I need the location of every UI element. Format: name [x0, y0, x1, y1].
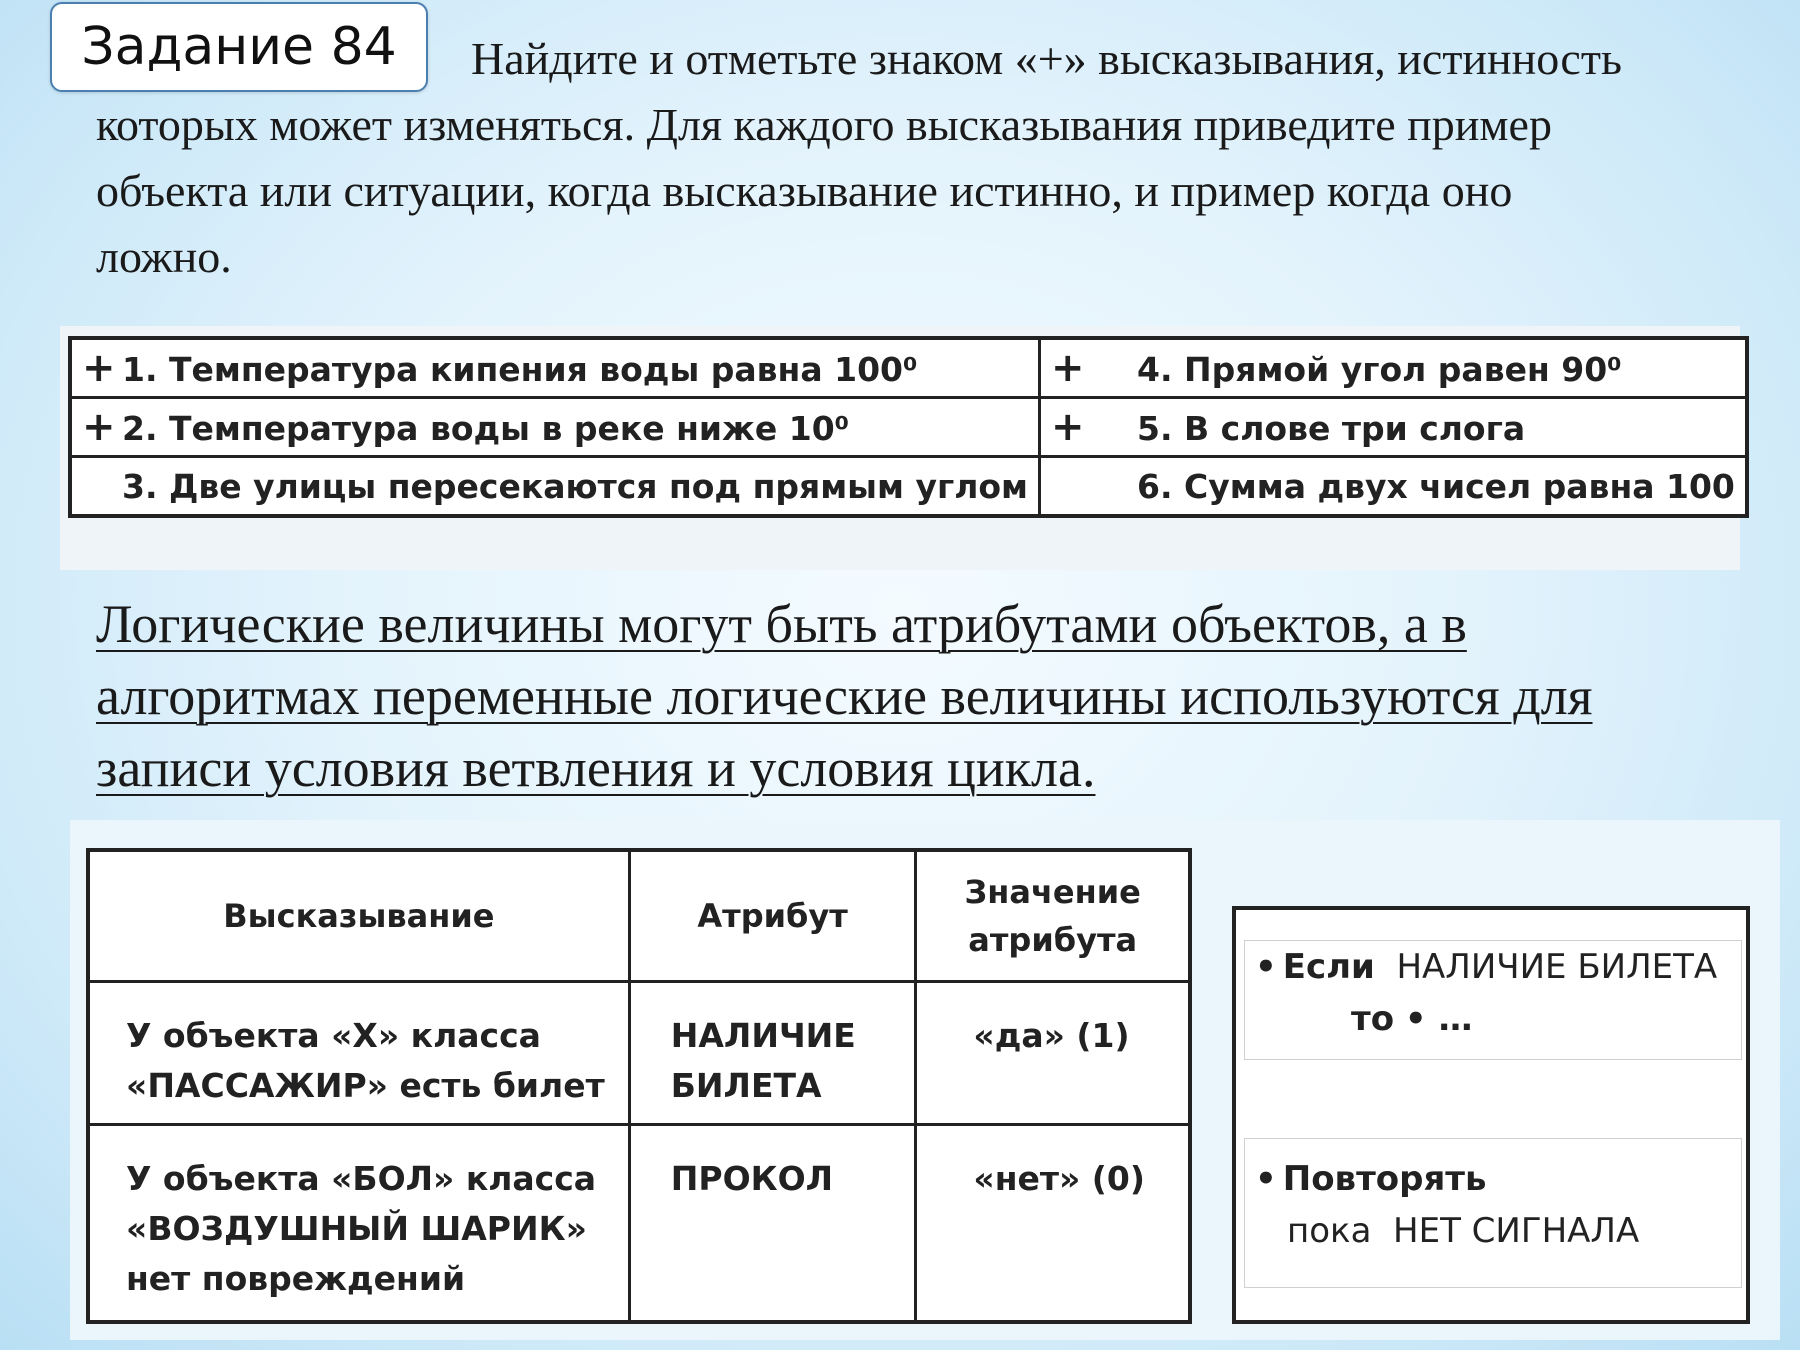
attribute-line: НАЛИЧИЕ [670, 1016, 856, 1055]
then-keyword: то [1351, 999, 1395, 1039]
statement-text: 1. Температура кипения воды равна 100⁰ [122, 350, 918, 389]
table-row [88, 982, 1190, 1125]
attributes-table [86, 848, 1192, 1324]
value-cell: «нет» (0) [916, 1124, 1190, 1322]
header-attribute: Атрибут [629, 850, 916, 982]
plus-mark: + [82, 345, 116, 391]
statements-table [68, 336, 1749, 518]
statement-line: нет повреждений [126, 1258, 466, 1298]
table-row [70, 457, 1747, 517]
statement-cell [1040, 398, 1747, 457]
while-keyword: пока [1287, 1211, 1372, 1251]
table-row [70, 338, 1747, 398]
bullet: • [1255, 1159, 1277, 1199]
statement-cell [88, 1124, 629, 1322]
statement-cell [88, 982, 629, 1125]
task-number-badge: Задание 84 [50, 2, 428, 92]
table-row [88, 1124, 1190, 1322]
statement-text: 6. Сумма двух чисел равна 100 [1137, 466, 1735, 506]
if-keyword: Если [1282, 947, 1375, 987]
statement-cell [70, 398, 1040, 457]
attribute-line: ПРОКОЛ [670, 1158, 834, 1198]
bullet: • [1255, 947, 1277, 987]
statement-text: 3. Две улицы пересекаются под прямым углом [122, 466, 1029, 506]
statement-line: У объекта «БОЛ» класса [126, 1158, 597, 1198]
loop-condition [1244, 1138, 1742, 1288]
statement-text: 2. Температура воды в реке ниже 10⁰ [122, 409, 850, 448]
branch-condition [1244, 940, 1742, 1060]
value-cell: «да» (1) [916, 982, 1190, 1125]
header-value-text: Значение атрибута [964, 873, 1141, 959]
loop-condition-text: НЕТ СИГНАЛА [1393, 1211, 1640, 1251]
loop-line [1255, 1153, 1741, 1205]
statement-text: 5. В слове три слога [1137, 409, 1526, 448]
task-instructions: Найдите и отметьте знаком «+» высказывания, истинность которых может изменяться. Для каждого высказывания приведите пример объекта или ситуации, когда высказывание истинно, и пример когда оно ложно. [96, 33, 1622, 282]
logic-values-paragraph: Логические величины могут быть атрибутами объектов, а в алгоритмах переменные логические величины используются для записи условия ветвления и условия цикла. [96, 594, 1593, 798]
branch-line [1255, 941, 1741, 993]
attribute-cell [629, 1124, 916, 1322]
statement-text: 4. Прямой угол равен 90⁰ [1137, 350, 1622, 389]
statement-cell [70, 338, 1040, 398]
branch-condition-text: НАЛИЧИЕ БИЛЕТА [1396, 947, 1718, 987]
plus-mark: + [1051, 345, 1085, 391]
then-line [1255, 993, 1741, 1045]
plus-mark: + [82, 404, 116, 450]
attribute-cell [629, 982, 916, 1125]
conditions-box [1232, 906, 1750, 1324]
attribute-line: БИЛЕТА [670, 1066, 822, 1105]
statement-line: «ПАССАЖИР» есть билет [126, 1066, 605, 1105]
statement-cell [1040, 338, 1747, 398]
statement-line: У объекта «Х» класса [126, 1016, 541, 1055]
plus-mark: + [1051, 404, 1085, 450]
header-statement: Высказывание [88, 850, 629, 982]
while-line [1255, 1205, 1741, 1257]
table-header-row [88, 850, 1190, 982]
statement-cell [70, 457, 1040, 517]
statement-cell [1040, 457, 1747, 517]
header-value [916, 850, 1190, 982]
table-row [70, 398, 1747, 457]
repeat-keyword: Повторять [1282, 1159, 1487, 1199]
then-rest: • … [1404, 999, 1473, 1039]
statement-line: «ВОЗДУШНЫЙ ШАРИК» [126, 1208, 587, 1248]
